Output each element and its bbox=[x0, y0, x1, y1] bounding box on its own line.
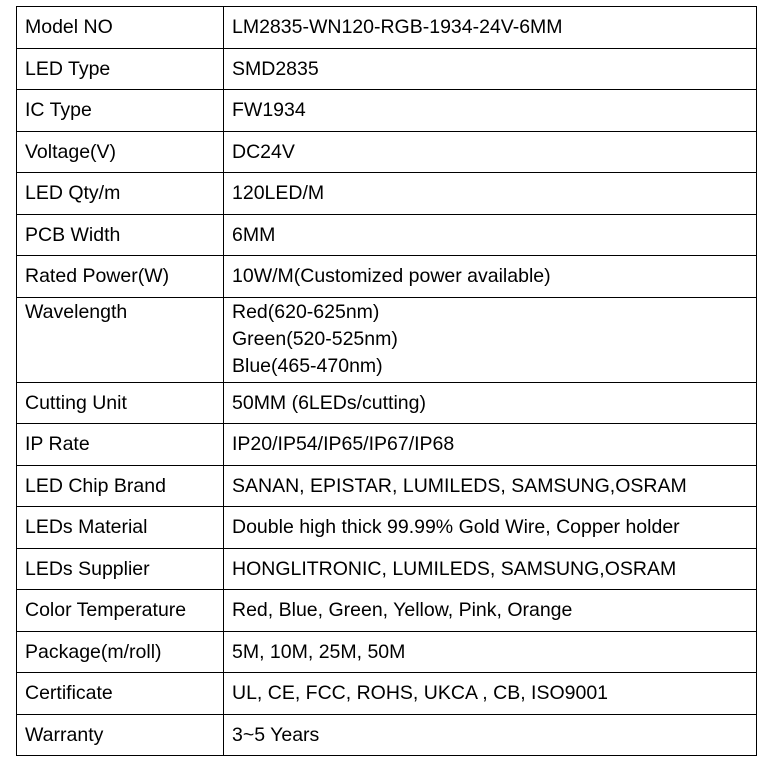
row-label: LED Chip Brand bbox=[17, 465, 224, 507]
table-row bbox=[17, 714, 757, 756]
spec-table bbox=[16, 6, 757, 756]
row-label: Certificate bbox=[17, 673, 224, 715]
wavelength-line: Blue(465-470nm) bbox=[232, 354, 383, 377]
table-row bbox=[17, 256, 757, 298]
row-value: 6MM bbox=[224, 214, 757, 256]
row-label: LEDs Material bbox=[17, 507, 224, 549]
row-label: Cutting Unit bbox=[17, 382, 224, 424]
table-row bbox=[17, 424, 757, 466]
wavelength-line: Red(620-625nm) bbox=[232, 300, 380, 323]
table-row bbox=[17, 214, 757, 256]
row-value: 10W/M(Customized power available) bbox=[224, 256, 757, 298]
row-value: 5M, 10M, 25M, 50M bbox=[224, 631, 757, 673]
row-label: Model NO bbox=[17, 7, 224, 49]
table-row bbox=[17, 673, 757, 715]
row-label: IP Rate bbox=[17, 424, 224, 466]
row-value-multiline bbox=[224, 297, 757, 382]
row-label: Package(m/roll) bbox=[17, 631, 224, 673]
row-label: PCB Width bbox=[17, 214, 224, 256]
row-value: DC24V bbox=[224, 131, 757, 173]
table-row bbox=[17, 131, 757, 173]
row-value: 50MM (6LEDs/cutting) bbox=[224, 382, 757, 424]
row-label: Warranty bbox=[17, 714, 224, 756]
row-value: HONGLITRONIC, LUMILEDS, SAMSUNG,OSRAM bbox=[224, 548, 757, 590]
table-row bbox=[17, 7, 757, 49]
table-row bbox=[17, 173, 757, 215]
row-label: LEDs Supplier bbox=[17, 548, 224, 590]
table-row bbox=[17, 631, 757, 673]
row-label: IC Type bbox=[17, 90, 224, 132]
table-row bbox=[17, 90, 757, 132]
table-row bbox=[17, 507, 757, 549]
row-value: Red, Blue, Green, Yellow, Pink, Orange bbox=[224, 590, 757, 632]
row-value: Double high thick 99.99% Gold Wire, Copper holder bbox=[224, 507, 757, 549]
row-label: Rated Power(W) bbox=[17, 256, 224, 298]
row-label: Wavelength bbox=[17, 297, 224, 382]
wavelength-line: Green(520-525nm) bbox=[232, 327, 398, 350]
table-row bbox=[17, 548, 757, 590]
row-label: LED Type bbox=[17, 48, 224, 90]
row-value: FW1934 bbox=[224, 90, 757, 132]
row-value: SANAN, EPISTAR, LUMILEDS, SAMSUNG,OSRAM bbox=[224, 465, 757, 507]
row-label: LED Qty/m bbox=[17, 173, 224, 215]
row-value: UL, CE, FCC, ROHS, UKCA , CB, ISO9001 bbox=[224, 673, 757, 715]
row-value: LM2835-WN120-RGB-1934-24V-6MM bbox=[224, 7, 757, 49]
row-value: 3~5 Years bbox=[224, 714, 757, 756]
row-label: Voltage(V) bbox=[17, 131, 224, 173]
table-row bbox=[17, 590, 757, 632]
table-row bbox=[17, 297, 757, 382]
table-row bbox=[17, 465, 757, 507]
row-label: Color Temperature bbox=[17, 590, 224, 632]
row-value: IP20/IP54/IP65/IP67/IP68 bbox=[224, 424, 757, 466]
row-value: SMD2835 bbox=[224, 48, 757, 90]
table-row bbox=[17, 382, 757, 424]
table-row bbox=[17, 48, 757, 90]
row-value: 120LED/M bbox=[224, 173, 757, 215]
